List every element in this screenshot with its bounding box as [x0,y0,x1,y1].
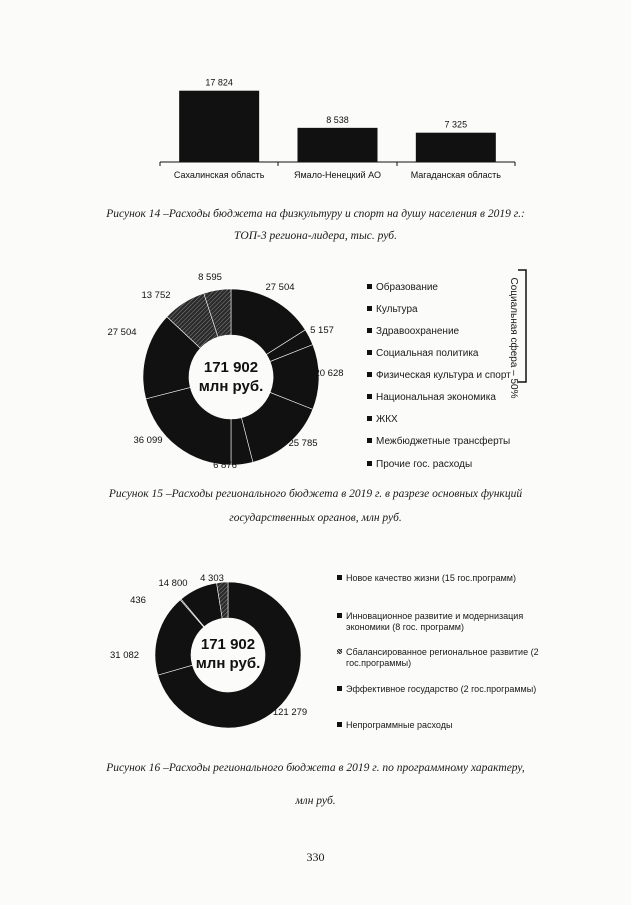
legend-item [367,392,496,404]
bar [297,128,377,162]
category-label: Сахалинская область [173,170,265,180]
slice-value-label: 5 157 [310,325,334,336]
legend-label: Национальная экономика [376,392,496,403]
legend-label: Социальная политика [376,348,479,359]
figure-16-caption-line-1: Рисунок 16 –Расходы регионального бюджета в 2019 г. по программному характеру, [106,762,525,774]
legend-label: Физическая культура и спорт [376,370,511,381]
legend-label: Здравоохранение [376,326,460,337]
slice-value-label: 436 [130,595,146,606]
slice-value-label: 27 504 [265,282,295,293]
slice-value-label: 20 628 [314,368,344,379]
bar [416,133,496,162]
category-label: Ямало-Ненецкий АО [294,170,381,180]
legend-item [367,459,472,471]
donut-chart-programs [100,565,340,735]
figure-14-caption-line-2: ТОП-3 региона-лидера, тыс. руб. [234,230,397,242]
legend-item [337,684,552,695]
legend-swatch [367,306,372,311]
bar-chart [140,70,530,190]
donut-chart-functions [100,260,360,480]
legend-item [367,436,510,448]
slice-value-label: 13 752 [141,290,171,301]
slice-value-label: 6 876 [213,460,237,471]
legend-swatch [337,686,342,691]
bar [179,91,259,162]
legend-label: Непрограммные расходы [346,720,453,730]
legend-item [367,370,511,382]
donut-center-unit: млн руб. [195,655,261,672]
bar-value-label: 17 824 [205,77,233,88]
legend-item [337,611,552,633]
figure-15-caption-line-1: Рисунок 15 –Расходы регионального бюджета в 2019 г. в разрезе основных функций [108,488,523,500]
legend-item [367,414,398,426]
legend-label: Инновационное развитие и модернизация экономики (8 гос. программ) [346,611,524,632]
donut-center-unit: млн руб. [198,378,264,395]
slice-value-label: 36 099 [133,435,163,446]
legend-swatch [367,461,372,466]
legend-label: Межбюджетные трансферты [376,436,511,447]
slice-value-label: 27 504 [107,327,137,338]
legend-label: Новое качество жизни (15 гос.программ) [346,573,516,583]
donut-slice [146,387,231,465]
legend-label: ЖКХ [376,414,398,425]
bar-value-label: 7 325 [444,119,468,130]
figure-16-caption-line-2: млн руб. [295,795,336,807]
legend-swatch [367,372,372,377]
slice-value-label: 31 082 [110,650,140,661]
donut-center-value: 171 902 [203,359,259,376]
legend-swatch [367,284,372,289]
slice-value-label: 14 800 [158,578,188,589]
legend-swatch [337,722,342,727]
legend-item [337,647,552,669]
legend-swatch [367,416,372,421]
legend-swatch [337,649,342,654]
legend-item [367,326,459,338]
slice-value-label: 25 785 [288,438,318,449]
slice-value-label: 121 279 [272,707,308,718]
social-sphere-label: Социальная сфера – 50% [508,277,519,399]
legend-label: Эффективное государство (2 гос.программы) [346,684,537,694]
legend-label: Сбалансированное региональное развитие (2 гос.программы) [346,647,539,668]
legend-label: Прочие гос. расходы [376,459,473,470]
legend-item [367,304,418,316]
figure-14-caption-line-1: Рисунок 14 –Расходы бюджета на физкультуру и спорт на душу населения в 2019 г.: [106,208,525,220]
legend-label: Культура [376,304,418,315]
slice-value-label: 8 595 [198,272,222,283]
legend-item [367,348,478,360]
legend-swatch [367,328,372,333]
figure-15-caption-line-2: государственных органов, млн руб. [229,512,402,524]
legend-swatch [367,438,372,443]
page-number: 330 [306,850,325,864]
legend-swatch [367,350,372,355]
legend-swatch [337,575,342,580]
legend-swatch [337,613,342,618]
legend-swatch [367,394,372,399]
category-label: Магаданская область [410,170,501,180]
legend-item [367,282,438,294]
bar-value-label: 8 538 [326,114,349,125]
legend-item [337,720,552,731]
legend-label: Образование [376,282,438,293]
slice-value-label: 4 303 [200,573,224,584]
donut-center-value: 171 902 [200,636,256,653]
legend-item [337,573,552,584]
